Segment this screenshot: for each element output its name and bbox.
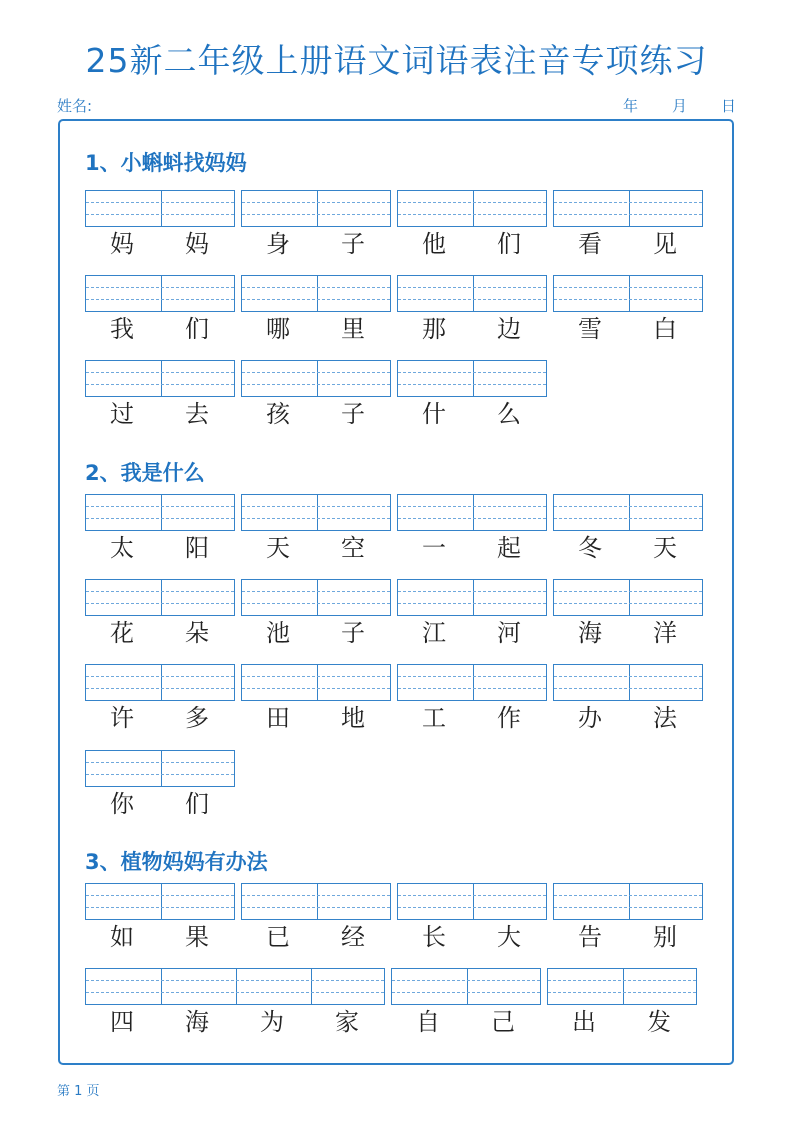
pinyin-box[interactable] <box>397 360 547 397</box>
pinyin-box[interactable] <box>553 883 703 920</box>
section-title: 2、我是什么 <box>85 461 205 485</box>
pinyin-cell[interactable] <box>317 191 392 226</box>
vocab-word <box>553 315 703 345</box>
hanzi-char: 太 <box>110 534 134 562</box>
vocab-word <box>241 619 391 649</box>
guide-line <box>548 992 696 993</box>
vocab-word <box>85 534 235 564</box>
hanzi-char: 妈 <box>110 230 134 258</box>
vocab-word <box>241 230 391 260</box>
guide-line <box>398 895 546 896</box>
guide-line <box>86 202 234 203</box>
hanzi-char: 边 <box>497 315 521 343</box>
pinyin-cell[interactable] <box>242 665 317 700</box>
hanzi-char: 天 <box>266 534 290 562</box>
pinyin-cell[interactable] <box>467 969 542 1004</box>
pinyin-box[interactable] <box>241 190 391 227</box>
pinyin-cell[interactable] <box>554 884 629 919</box>
hanzi-char: 子 <box>341 619 365 647</box>
guide-line <box>398 287 546 288</box>
hanzi-char: 家 <box>335 1008 359 1036</box>
guide-line <box>398 202 546 203</box>
guide-line <box>554 214 702 215</box>
pinyin-cell[interactable] <box>86 580 161 615</box>
hanzi-char: 地 <box>341 704 365 732</box>
pinyin-box[interactable] <box>391 968 541 1005</box>
hanzi-char: 海 <box>578 619 602 647</box>
pinyin-cell[interactable] <box>629 580 704 615</box>
pinyin-box[interactable] <box>397 275 547 312</box>
guide-line <box>86 762 234 763</box>
hanzi-char: 为 <box>260 1008 284 1036</box>
hanzi-char: 们 <box>185 790 209 818</box>
date-labels <box>589 95 736 116</box>
pinyin-cell[interactable] <box>317 361 392 396</box>
hanzi-char: 四 <box>110 1008 134 1036</box>
pinyin-cell[interactable] <box>629 665 704 700</box>
guide-line <box>398 518 546 519</box>
guide-line <box>86 688 234 689</box>
pinyin-cell[interactable] <box>317 665 392 700</box>
guide-line <box>554 287 702 288</box>
hanzi-char: 过 <box>110 400 134 428</box>
hanzi-char: 池 <box>266 619 290 647</box>
pinyin-cell[interactable] <box>242 276 317 311</box>
pinyin-cell[interactable] <box>554 191 629 226</box>
guide-line <box>554 591 702 592</box>
hanzi-char: 果 <box>185 923 209 951</box>
pinyin-cell[interactable] <box>161 276 236 311</box>
pinyin-cell[interactable] <box>554 665 629 700</box>
hanzi-char: 已 <box>266 923 290 951</box>
guide-line <box>398 907 546 908</box>
pinyin-cell[interactable] <box>548 969 623 1004</box>
pinyin-cell[interactable] <box>236 969 311 1004</box>
vocab-word <box>241 400 391 430</box>
section-title: 1、小蝌蚪找妈妈 <box>85 151 247 175</box>
vocab-word <box>397 534 547 564</box>
vocab-word <box>241 315 391 345</box>
pinyin-box[interactable] <box>397 664 547 701</box>
pinyin-cell[interactable] <box>554 276 629 311</box>
pinyin-box[interactable] <box>85 190 235 227</box>
hanzi-char: 什 <box>422 400 446 428</box>
guide-line <box>554 202 702 203</box>
hanzi-char: 己 <box>491 1008 515 1036</box>
pinyin-cell[interactable] <box>86 191 161 226</box>
pinyin-cell[interactable] <box>86 495 161 530</box>
pinyin-cell[interactable] <box>317 580 392 615</box>
pinyin-cell[interactable] <box>242 361 317 396</box>
year-label: 年 <box>622 97 638 115</box>
guide-line <box>554 895 702 896</box>
pinyin-cell[interactable] <box>242 191 317 226</box>
hanzi-char: 长 <box>422 923 446 951</box>
hanzi-char: 里 <box>341 315 365 343</box>
hanzi-char: 么 <box>497 400 521 428</box>
pinyin-cell[interactable] <box>317 276 392 311</box>
pinyin-box[interactable] <box>553 579 703 616</box>
pinyin-cell[interactable] <box>317 884 392 919</box>
hanzi-char: 一 <box>422 534 446 562</box>
guide-line <box>554 676 702 677</box>
pinyin-box[interactable] <box>241 275 391 312</box>
pinyin-cell[interactable] <box>86 361 161 396</box>
vocab-word <box>397 315 547 345</box>
pinyin-cell[interactable] <box>161 191 236 226</box>
pinyin-cell[interactable] <box>473 580 548 615</box>
pinyin-box[interactable] <box>85 360 235 397</box>
hanzi-char: 们 <box>185 315 209 343</box>
guide-line <box>398 676 546 677</box>
hanzi-char: 自 <box>416 1008 440 1036</box>
vocab-word <box>553 534 703 564</box>
pinyin-cell[interactable] <box>473 665 548 700</box>
pinyin-box[interactable] <box>85 750 235 787</box>
pinyin-cell[interactable] <box>473 884 548 919</box>
guide-line <box>398 372 546 373</box>
guide-line <box>242 202 390 203</box>
hanzi-char: 别 <box>653 923 677 951</box>
guide-line <box>86 603 234 604</box>
pinyin-cell[interactable] <box>161 580 236 615</box>
pinyin-cell[interactable] <box>242 495 317 530</box>
hanzi-char: 他 <box>422 230 446 258</box>
pinyin-cell[interactable] <box>398 361 473 396</box>
pinyin-box[interactable] <box>553 494 703 531</box>
pinyin-cell[interactable] <box>317 495 392 530</box>
guide-line <box>398 603 546 604</box>
guide-line <box>554 506 702 507</box>
hanzi-char: 海 <box>185 1008 209 1036</box>
pinyin-box[interactable] <box>553 275 703 312</box>
pinyin-box[interactable] <box>547 968 697 1005</box>
pinyin-cell[interactable] <box>398 495 473 530</box>
guide-line <box>242 907 390 908</box>
guide-line <box>242 676 390 677</box>
pinyin-box[interactable] <box>241 360 391 397</box>
pinyin-box[interactable] <box>397 579 547 616</box>
pinyin-cell[interactable] <box>161 884 236 919</box>
pinyin-cell[interactable] <box>242 884 317 919</box>
hanzi-char: 去 <box>185 400 209 428</box>
hanzi-char: 哪 <box>266 315 290 343</box>
hanzi-char: 子 <box>341 400 365 428</box>
hanzi-char: 经 <box>341 923 365 951</box>
vocab-word <box>397 923 547 953</box>
pinyin-box[interactable] <box>85 968 385 1005</box>
guide-line <box>242 895 390 896</box>
pinyin-cell[interactable] <box>623 969 698 1004</box>
hanzi-char: 那 <box>422 315 446 343</box>
hanzi-char: 工 <box>422 704 446 732</box>
pinyin-cell[interactable] <box>554 495 629 530</box>
vocab-word <box>241 923 391 953</box>
hanzi-char: 发 <box>647 1008 671 1036</box>
guide-line <box>398 384 546 385</box>
hanzi-char: 江 <box>422 619 446 647</box>
guide-line <box>86 287 234 288</box>
hanzi-char: 们 <box>497 230 521 258</box>
vocab-word <box>553 230 703 260</box>
guide-line <box>242 214 390 215</box>
pinyin-cell[interactable] <box>629 191 704 226</box>
guide-line <box>242 287 390 288</box>
guide-line <box>86 372 234 373</box>
hanzi-char: 雪 <box>578 315 602 343</box>
guide-line <box>242 299 390 300</box>
hanzi-char: 如 <box>110 923 134 951</box>
pinyin-cell[interactable] <box>242 580 317 615</box>
pinyin-box[interactable] <box>241 579 391 616</box>
guide-line <box>548 980 696 981</box>
guide-line <box>398 506 546 507</box>
guide-line <box>392 980 540 981</box>
guide-line <box>242 506 390 507</box>
guide-line <box>86 214 234 215</box>
month-label: 月 <box>671 97 687 115</box>
guide-line <box>86 518 234 519</box>
pinyin-cell[interactable] <box>473 276 548 311</box>
pinyin-cell[interactable] <box>86 276 161 311</box>
hanzi-char: 空 <box>341 534 365 562</box>
hanzi-char: 你 <box>110 790 134 818</box>
hanzi-char: 看 <box>578 230 602 258</box>
hanzi-char: 法 <box>653 704 677 732</box>
pinyin-cell[interactable] <box>473 361 548 396</box>
hanzi-char: 朵 <box>185 619 209 647</box>
name-label: 姓名: <box>57 97 93 115</box>
guide-line <box>242 591 390 592</box>
vocab-word <box>85 230 235 260</box>
vocab-word <box>85 619 235 649</box>
hanzi-char: 妈 <box>185 230 209 258</box>
page-number: 第 1 页 <box>57 1084 100 1099</box>
hanzi-char: 白 <box>653 315 677 343</box>
guide-line <box>86 980 384 981</box>
pinyin-box[interactable] <box>85 883 235 920</box>
pinyin-cell[interactable] <box>161 969 236 1004</box>
hanzi-char: 花 <box>110 619 134 647</box>
hanzi-char: 作 <box>497 704 521 732</box>
pinyin-cell[interactable] <box>398 191 473 226</box>
pinyin-cell[interactable] <box>86 884 161 919</box>
vocab-word <box>85 923 235 953</box>
hanzi-char: 许 <box>110 704 134 732</box>
guide-line <box>86 676 234 677</box>
pinyin-box[interactable] <box>85 579 235 616</box>
pinyin-box[interactable] <box>397 883 547 920</box>
pinyin-box[interactable] <box>553 664 703 701</box>
vocab-word <box>397 704 547 734</box>
pinyin-cell[interactable] <box>392 969 467 1004</box>
hanzi-char: 子 <box>341 230 365 258</box>
guide-line <box>242 688 390 689</box>
pinyin-box[interactable] <box>85 664 235 701</box>
guide-line <box>398 299 546 300</box>
page-title: 25新二年级上册语文词语表注音专项练习 <box>85 41 708 80</box>
guide-line <box>86 384 234 385</box>
guide-line <box>554 688 702 689</box>
hanzi-char: 身 <box>266 230 290 258</box>
guide-line <box>398 688 546 689</box>
pinyin-box[interactable] <box>85 275 235 312</box>
pinyin-cell[interactable] <box>86 665 161 700</box>
pinyin-cell[interactable] <box>398 276 473 311</box>
pinyin-cell[interactable] <box>86 751 161 786</box>
vocab-word <box>547 1008 697 1038</box>
pinyin-box[interactable] <box>85 494 235 531</box>
vocab-word <box>397 619 547 649</box>
pinyin-cell[interactable] <box>629 495 704 530</box>
vocab-word <box>85 400 235 430</box>
hanzi-char: 告 <box>578 923 602 951</box>
pinyin-cell[interactable] <box>629 884 704 919</box>
guide-line <box>392 992 540 993</box>
pinyin-cell[interactable] <box>398 665 473 700</box>
hanzi-char: 多 <box>185 704 209 732</box>
pinyin-cell[interactable] <box>398 580 473 615</box>
hanzi-char: 洋 <box>653 619 677 647</box>
hanzi-char: 办 <box>578 704 602 732</box>
vocab-word <box>397 400 547 430</box>
pinyin-box[interactable] <box>241 494 391 531</box>
vocab-word <box>85 315 235 345</box>
pinyin-box[interactable] <box>397 190 547 227</box>
vocab-word <box>553 619 703 649</box>
hanzi-char: 起 <box>497 534 521 562</box>
hanzi-char: 孩 <box>266 400 290 428</box>
pinyin-cell[interactable] <box>161 665 236 700</box>
pinyin-cell[interactable] <box>161 361 236 396</box>
guide-line <box>242 384 390 385</box>
guide-line <box>86 907 234 908</box>
vocab-word <box>85 704 235 734</box>
guide-line <box>398 591 546 592</box>
vocab-word <box>85 1008 385 1038</box>
pinyin-box[interactable] <box>397 494 547 531</box>
guide-line <box>554 907 702 908</box>
pinyin-cell[interactable] <box>161 751 236 786</box>
pinyin-cell[interactable] <box>86 969 161 1004</box>
hanzi-char: 见 <box>653 230 677 258</box>
hanzi-char: 出 <box>572 1008 596 1036</box>
hanzi-char: 阳 <box>185 534 209 562</box>
pinyin-box[interactable] <box>241 883 391 920</box>
hanzi-char: 天 <box>653 534 677 562</box>
pinyin-cell[interactable] <box>554 580 629 615</box>
guide-line <box>86 506 234 507</box>
pinyin-cell[interactable] <box>161 495 236 530</box>
vocab-word <box>391 1008 541 1038</box>
guide-line <box>554 603 702 604</box>
hanzi-char: 我 <box>110 315 134 343</box>
guide-line <box>242 372 390 373</box>
pinyin-box[interactable] <box>241 664 391 701</box>
pinyin-cell[interactable] <box>311 969 386 1004</box>
guide-line <box>86 992 384 993</box>
guide-line <box>86 774 234 775</box>
vocab-word <box>553 704 703 734</box>
pinyin-cell[interactable] <box>398 884 473 919</box>
guide-line <box>86 895 234 896</box>
pinyin-cell[interactable] <box>473 495 548 530</box>
day-label: 日 <box>720 97 736 115</box>
hanzi-char: 冬 <box>578 534 602 562</box>
pinyin-box[interactable] <box>553 190 703 227</box>
guide-line <box>554 518 702 519</box>
guide-line <box>554 299 702 300</box>
guide-line <box>242 603 390 604</box>
pinyin-cell[interactable] <box>629 276 704 311</box>
section-title: 3、植物妈妈有办法 <box>85 850 268 874</box>
guide-line <box>86 299 234 300</box>
vocab-word <box>241 704 391 734</box>
hanzi-char: 田 <box>266 704 290 732</box>
vocab-word <box>85 790 235 820</box>
guide-line <box>398 214 546 215</box>
guide-line <box>242 518 390 519</box>
vocab-word <box>553 923 703 953</box>
hanzi-char: 大 <box>497 923 521 951</box>
guide-line <box>86 591 234 592</box>
vocab-word <box>397 230 547 260</box>
pinyin-cell[interactable] <box>473 191 548 226</box>
hanzi-char: 河 <box>497 619 521 647</box>
vocab-word <box>241 534 391 564</box>
